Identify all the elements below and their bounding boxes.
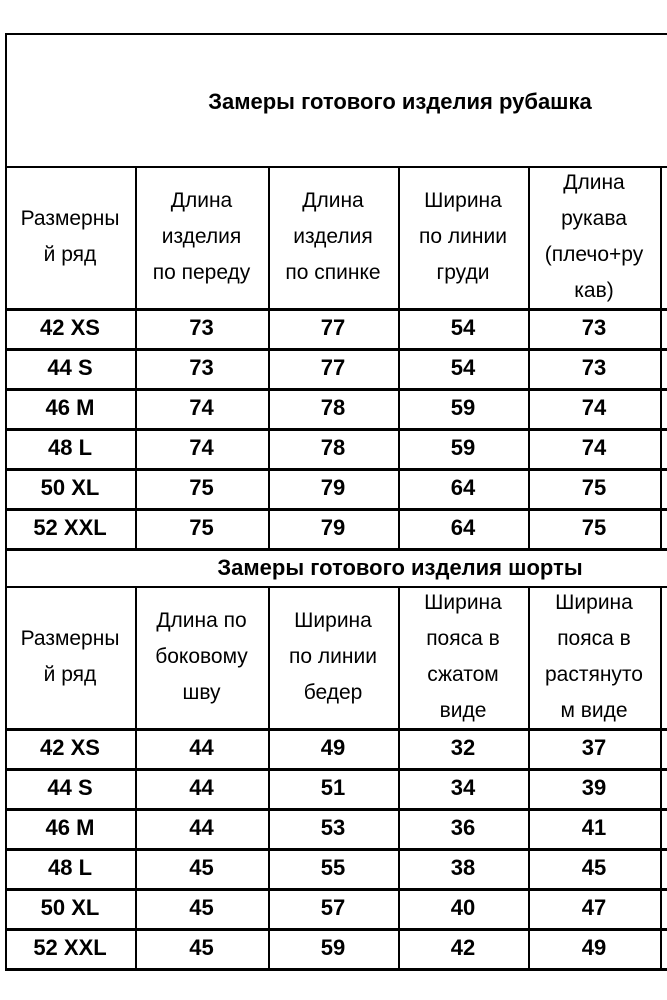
shorts-header-cell: Ширина пояса в сжатом виде bbox=[424, 591, 502, 722]
shirt-value-cell: 73 bbox=[581, 315, 607, 340]
grid-line-vertical bbox=[5, 166, 7, 550]
shorts-value-cell: 36 bbox=[450, 815, 476, 840]
grid-line-horizontal bbox=[5, 33, 667, 35]
shorts-value-cell: 42 bbox=[450, 935, 476, 960]
shirt-size-cell: 52 XXL bbox=[33, 515, 107, 540]
grid-line-vertical bbox=[528, 586, 530, 970]
shorts-value-cell: 51 bbox=[320, 775, 346, 800]
shirt-value-cell: 73 bbox=[581, 355, 607, 380]
grid-line-vertical bbox=[398, 166, 400, 550]
shorts-size-cell: 48 L bbox=[47, 855, 93, 880]
grid-line-vertical bbox=[660, 166, 662, 550]
shorts-value-cell: 45 bbox=[581, 855, 607, 880]
shorts-value-cell: 53 bbox=[320, 815, 346, 840]
shirt-value-cell: 74 bbox=[581, 395, 607, 420]
grid-line-vertical bbox=[5, 33, 7, 166]
shorts-size-cell: 46 M bbox=[45, 815, 95, 840]
grid-line-vertical bbox=[268, 586, 270, 970]
shirt-header-cell: Ширина по линии груди bbox=[419, 189, 507, 284]
shirt-value-cell: 59 bbox=[450, 395, 476, 420]
grid-line-vertical bbox=[5, 548, 7, 586]
shorts-value-cell: 32 bbox=[450, 735, 476, 760]
grid-line-vertical bbox=[398, 586, 400, 970]
shirt-size-cell: 50 XL bbox=[40, 475, 100, 500]
shirt-value-cell: 78 bbox=[320, 435, 346, 460]
shirt-size-cell: 44 S bbox=[47, 355, 93, 380]
shirt-value-cell: 54 bbox=[450, 355, 476, 380]
shirt-value-cell: 73 bbox=[189, 315, 214, 340]
shirt-size-cell: 46 M bbox=[45, 395, 95, 420]
shirt-value-cell: 79 bbox=[320, 515, 346, 540]
shirt-value-cell: 79 bbox=[320, 475, 346, 500]
grid-line-vertical bbox=[528, 166, 530, 550]
shirt-value-cell: 54 bbox=[450, 315, 476, 340]
shorts-value-cell: 38 bbox=[450, 855, 476, 880]
shorts-value-cell: 49 bbox=[320, 735, 346, 760]
shirt-value-cell: 77 bbox=[320, 315, 346, 340]
shorts-value-cell: 44 bbox=[189, 775, 214, 800]
shorts-value-cell: 45 bbox=[189, 895, 214, 920]
grid-line-vertical bbox=[135, 166, 137, 550]
shirt-value-cell: 74 bbox=[189, 395, 214, 420]
shirt-size-cell: 42 XS bbox=[40, 315, 100, 340]
shorts-size-cell: 42 XS bbox=[40, 735, 100, 760]
shorts-value-cell: 55 bbox=[320, 855, 346, 880]
shorts-header-cell: Ширина по линии бедер bbox=[289, 609, 377, 704]
shorts-value-cell: 47 bbox=[581, 895, 607, 920]
shirt-header-cell: Длина изделия по переду bbox=[152, 189, 251, 284]
shorts-value-cell: 45 bbox=[189, 855, 214, 880]
shorts-value-cell: 37 bbox=[581, 735, 607, 760]
grid-line-vertical bbox=[5, 586, 7, 970]
shorts-value-cell: 34 bbox=[450, 775, 476, 800]
shorts-value-cell: 44 bbox=[189, 815, 214, 840]
shirt-value-cell: 75 bbox=[189, 475, 214, 500]
shorts-table-title: Замеры готового изделия шорты bbox=[217, 555, 583, 580]
grid-line-vertical bbox=[660, 586, 662, 970]
shorts-value-cell: 44 bbox=[189, 735, 214, 760]
shorts-header-cell: Ширина пояса в растянуто м виде bbox=[544, 591, 643, 722]
shirt-value-cell: 75 bbox=[581, 475, 607, 500]
shorts-size-cell: 52 XXL bbox=[33, 935, 107, 960]
shorts-size-cell: 50 XL bbox=[40, 895, 100, 920]
shorts-header-cell: Длина по боковому шву bbox=[155, 609, 248, 704]
shorts-value-cell: 57 bbox=[320, 895, 346, 920]
shirt-value-cell: 75 bbox=[189, 515, 214, 540]
shirt-value-cell: 74 bbox=[189, 435, 214, 460]
shorts-value-cell: 40 bbox=[450, 895, 476, 920]
shirt-header-cell: Размерны й ряд bbox=[20, 207, 120, 266]
shorts-header-cell: Размерны й ряд bbox=[20, 627, 120, 686]
shirt-value-cell: 75 bbox=[581, 515, 607, 540]
grid-line-horizontal bbox=[5, 968, 667, 971]
shirt-value-cell: 64 bbox=[450, 475, 476, 500]
shorts-value-cell: 45 bbox=[189, 935, 214, 960]
shorts-size-cell: 44 S bbox=[47, 775, 93, 800]
shorts-value-cell: 39 bbox=[581, 775, 607, 800]
shorts-value-cell: 41 bbox=[581, 815, 607, 840]
shirt-value-cell: 77 bbox=[320, 355, 346, 380]
shirt-size-cell: 48 L bbox=[47, 435, 93, 460]
shirt-table-title: Замеры готового изделия рубашка bbox=[208, 89, 592, 114]
shirt-value-cell: 78 bbox=[320, 395, 346, 420]
shorts-value-cell: 59 bbox=[320, 935, 346, 960]
shirt-value-cell: 59 bbox=[450, 435, 476, 460]
shorts-value-cell: 49 bbox=[581, 935, 607, 960]
grid-line-vertical bbox=[268, 166, 270, 550]
shirt-value-cell: 64 bbox=[450, 515, 476, 540]
shirt-value-cell: 73 bbox=[189, 355, 214, 380]
shirt-header-cell: Длина рукава (плечо+ру кав) bbox=[544, 171, 644, 302]
shirt-header-cell: Длина изделия по спинке bbox=[285, 189, 381, 284]
grid-line-vertical bbox=[135, 586, 137, 970]
shirt-value-cell: 74 bbox=[581, 435, 607, 460]
